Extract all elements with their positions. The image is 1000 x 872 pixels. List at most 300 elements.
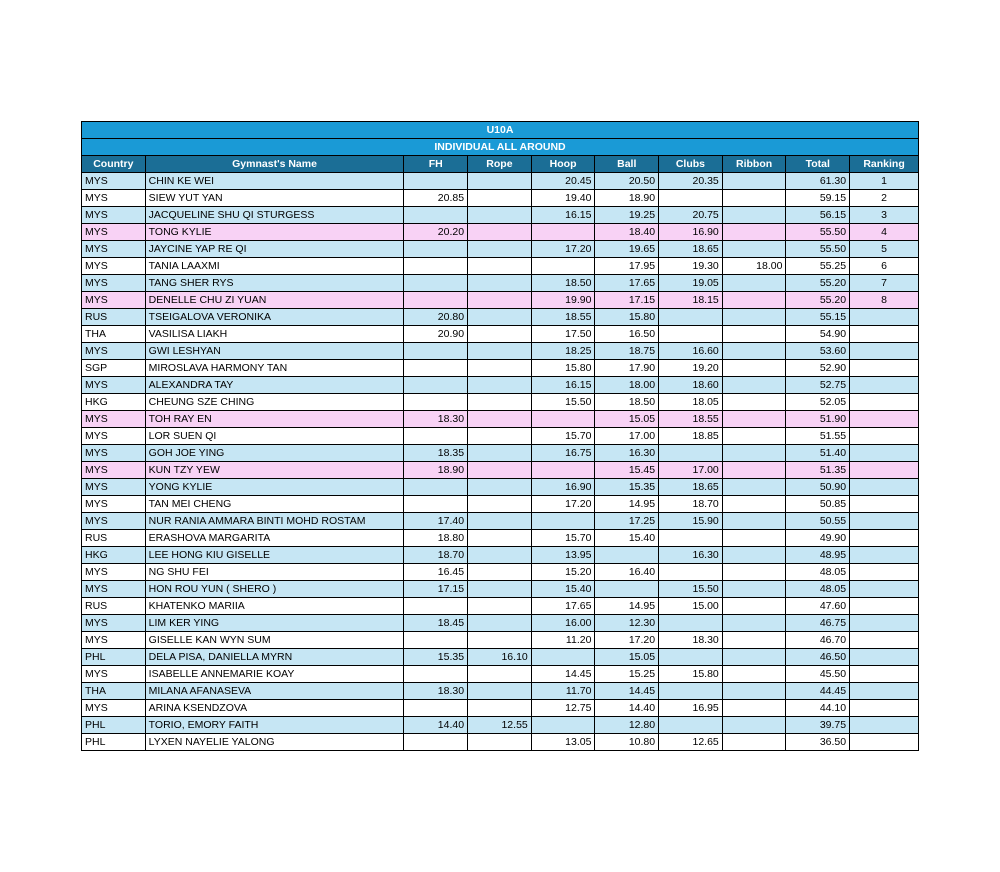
total-score-cell: 48.95 <box>786 547 850 564</box>
country-cell: MYS <box>82 513 146 530</box>
fh-score-cell: 18.90 <box>404 462 468 479</box>
total-score-cell: 51.90 <box>786 411 850 428</box>
ribbon-score-cell <box>722 683 786 700</box>
total-score-cell: 52.75 <box>786 377 850 394</box>
hoop-score-cell: 13.95 <box>531 547 595 564</box>
table-row <box>82 462 919 479</box>
total-score-cell: 48.05 <box>786 581 850 598</box>
hoop-score-cell: 11.70 <box>531 683 595 700</box>
clubs-score-cell <box>659 564 723 581</box>
clubs-score-cell <box>659 615 723 632</box>
fh-score-cell <box>404 292 468 309</box>
ribbon-score-cell <box>722 241 786 258</box>
rope-score-cell <box>468 309 532 326</box>
ranking-cell <box>850 411 919 428</box>
table-row <box>82 326 919 343</box>
gymnast-name-cell: TSEIGALOVA VERONIKA <box>145 309 404 326</box>
results-body <box>82 173 919 751</box>
rope-score-cell <box>468 564 532 581</box>
gymnast-name-cell: LEE HONG KIU GISELLE <box>145 547 404 564</box>
table-row <box>82 207 919 224</box>
ball-score-cell: 15.05 <box>595 411 659 428</box>
fh-score-cell <box>404 632 468 649</box>
ball-score-cell: 16.50 <box>595 326 659 343</box>
ribbon-score-cell: 18.00 <box>722 258 786 275</box>
country-cell: MYS <box>82 632 146 649</box>
total-score-cell: 55.25 <box>786 258 850 275</box>
ribbon-score-cell <box>722 224 786 241</box>
rope-score-cell: 16.10 <box>468 649 532 666</box>
country-cell: THA <box>82 326 146 343</box>
ribbon-score-cell <box>722 173 786 190</box>
ranking-cell <box>850 445 919 462</box>
fh-score-cell: 16.45 <box>404 564 468 581</box>
gymnast-name-cell: ALEXANDRA TAY <box>145 377 404 394</box>
table-row <box>82 581 919 598</box>
header-clubs: Clubs <box>659 156 723 173</box>
hoop-score-cell: 20.45 <box>531 173 595 190</box>
hoop-score-cell <box>531 462 595 479</box>
rope-score-cell <box>468 292 532 309</box>
ribbon-score-cell <box>722 394 786 411</box>
table-title: U10A <box>82 122 919 139</box>
country-cell: MYS <box>82 564 146 581</box>
ranking-cell <box>850 360 919 377</box>
country-cell: HKG <box>82 547 146 564</box>
clubs-score-cell: 17.00 <box>659 462 723 479</box>
ranking-cell <box>850 666 919 683</box>
ribbon-score-cell <box>722 530 786 547</box>
country-cell: MYS <box>82 666 146 683</box>
ranking-cell <box>850 377 919 394</box>
gymnast-name-cell: HON ROU YUN ( SHERO ) <box>145 581 404 598</box>
clubs-score-cell: 15.90 <box>659 513 723 530</box>
ball-score-cell: 14.45 <box>595 683 659 700</box>
ranking-cell <box>850 598 919 615</box>
table-row <box>82 479 919 496</box>
total-score-cell: 51.35 <box>786 462 850 479</box>
clubs-score-cell: 18.15 <box>659 292 723 309</box>
table-row <box>82 564 919 581</box>
gymnast-name-cell: YONG KYLIE <box>145 479 404 496</box>
total-score-cell: 56.15 <box>786 207 850 224</box>
rope-score-cell <box>468 224 532 241</box>
country-cell: MYS <box>82 275 146 292</box>
ranking-cell <box>850 309 919 326</box>
hoop-score-cell <box>531 258 595 275</box>
total-score-cell: 55.20 <box>786 275 850 292</box>
fh-score-cell <box>404 666 468 683</box>
gymnast-name-cell: NG SHU FEI <box>145 564 404 581</box>
rope-score-cell <box>468 632 532 649</box>
country-cell: HKG <box>82 394 146 411</box>
country-cell: MYS <box>82 462 146 479</box>
ribbon-score-cell <box>722 428 786 445</box>
ranking-cell <box>850 564 919 581</box>
clubs-score-cell: 18.60 <box>659 377 723 394</box>
gymnast-name-cell: GWI LESHYAN <box>145 343 404 360</box>
country-cell: MYS <box>82 258 146 275</box>
total-score-cell: 44.45 <box>786 683 850 700</box>
clubs-score-cell: 16.60 <box>659 343 723 360</box>
hoop-score-cell: 19.40 <box>531 190 595 207</box>
clubs-score-cell: 18.65 <box>659 479 723 496</box>
gymnast-name-cell: ERASHOVA MARGARITA <box>145 530 404 547</box>
total-score-cell: 51.40 <box>786 445 850 462</box>
rope-score-cell <box>468 547 532 564</box>
fh-score-cell: 18.30 <box>404 411 468 428</box>
fh-score-cell <box>404 496 468 513</box>
fh-score-cell: 18.70 <box>404 547 468 564</box>
ball-score-cell: 18.90 <box>595 190 659 207</box>
country-cell: MYS <box>82 190 146 207</box>
gymnast-name-cell: GISELLE KAN WYN SUM <box>145 632 404 649</box>
clubs-score-cell <box>659 445 723 462</box>
ball-score-cell: 16.40 <box>595 564 659 581</box>
hoop-score-cell <box>531 411 595 428</box>
country-cell: MYS <box>82 343 146 360</box>
ranking-cell <box>850 717 919 734</box>
clubs-score-cell: 18.05 <box>659 394 723 411</box>
gymnast-name-cell: GOH JOE YING <box>145 445 404 462</box>
clubs-score-cell: 18.65 <box>659 241 723 258</box>
ball-score-cell: 15.05 <box>595 649 659 666</box>
country-cell: MYS <box>82 615 146 632</box>
table-row <box>82 309 919 326</box>
ribbon-score-cell <box>722 462 786 479</box>
total-score-cell: 54.90 <box>786 326 850 343</box>
rope-score-cell <box>468 428 532 445</box>
ranking-cell <box>850 615 919 632</box>
ball-score-cell: 15.35 <box>595 479 659 496</box>
ranking-cell: 6 <box>850 258 919 275</box>
gymnast-name-cell: TANIA LAAXMI <box>145 258 404 275</box>
ribbon-score-cell <box>722 479 786 496</box>
ball-score-cell: 12.80 <box>595 717 659 734</box>
country-cell: PHL <box>82 717 146 734</box>
fh-score-cell <box>404 241 468 258</box>
ball-score-cell: 20.50 <box>595 173 659 190</box>
rope-score-cell <box>468 734 532 751</box>
hoop-score-cell: 15.50 <box>531 394 595 411</box>
rope-score-cell <box>468 411 532 428</box>
table-row <box>82 258 919 275</box>
hoop-score-cell: 18.25 <box>531 343 595 360</box>
gymnast-name-cell: LYXEN NAYELIE YALONG <box>145 734 404 751</box>
fh-score-cell: 17.40 <box>404 513 468 530</box>
rope-score-cell <box>468 445 532 462</box>
ball-score-cell <box>595 547 659 564</box>
rope-score-cell <box>468 360 532 377</box>
ball-score-cell: 17.00 <box>595 428 659 445</box>
ranking-cell <box>850 581 919 598</box>
total-score-cell: 55.50 <box>786 224 850 241</box>
rope-score-cell <box>468 479 532 496</box>
ball-score-cell: 15.45 <box>595 462 659 479</box>
ribbon-score-cell <box>722 598 786 615</box>
ribbon-score-cell <box>722 700 786 717</box>
hoop-score-cell: 15.40 <box>531 581 595 598</box>
country-cell: THA <box>82 683 146 700</box>
rope-score-cell <box>468 530 532 547</box>
fh-score-cell: 18.35 <box>404 445 468 462</box>
table-row <box>82 547 919 564</box>
gymnast-name-cell: ARINA KSENDZOVA <box>145 700 404 717</box>
ribbon-score-cell <box>722 717 786 734</box>
country-cell: MYS <box>82 581 146 598</box>
country-cell: RUS <box>82 309 146 326</box>
table-row <box>82 513 919 530</box>
table-row <box>82 649 919 666</box>
fh-score-cell: 20.85 <box>404 190 468 207</box>
table-row <box>82 428 919 445</box>
rope-score-cell <box>468 683 532 700</box>
gymnast-name-cell: DELA PISA, DANIELLA MYRN <box>145 649 404 666</box>
ribbon-score-cell <box>722 309 786 326</box>
clubs-score-cell: 19.05 <box>659 275 723 292</box>
hoop-score-cell: 16.90 <box>531 479 595 496</box>
clubs-score-cell: 15.00 <box>659 598 723 615</box>
hoop-score-cell: 17.65 <box>531 598 595 615</box>
clubs-score-cell: 18.30 <box>659 632 723 649</box>
hoop-score-cell <box>531 513 595 530</box>
fh-score-cell: 20.90 <box>404 326 468 343</box>
table-row <box>82 700 919 717</box>
total-score-cell: 39.75 <box>786 717 850 734</box>
fh-score-cell: 20.80 <box>404 309 468 326</box>
country-cell: MYS <box>82 411 146 428</box>
table-row <box>82 615 919 632</box>
fh-score-cell <box>404 173 468 190</box>
ball-score-cell: 19.65 <box>595 241 659 258</box>
rope-score-cell <box>468 173 532 190</box>
hoop-score-cell: 14.45 <box>531 666 595 683</box>
table-subtitle: INDIVIDUAL ALL AROUND <box>82 139 919 156</box>
total-score-cell: 48.05 <box>786 564 850 581</box>
gymnast-name-cell: SIEW YUT YAN <box>145 190 404 207</box>
gymnast-name-cell: TAN MEI CHENG <box>145 496 404 513</box>
header-ribbon: Ribbon <box>722 156 786 173</box>
rope-score-cell <box>468 598 532 615</box>
gymnast-name-cell: TORIO, EMORY FAITH <box>145 717 404 734</box>
ranking-cell: 4 <box>850 224 919 241</box>
ball-score-cell: 18.75 <box>595 343 659 360</box>
table-row <box>82 598 919 615</box>
ball-score-cell: 10.80 <box>595 734 659 751</box>
ribbon-score-cell <box>722 360 786 377</box>
gymnast-name-cell: TANG SHER RYS <box>145 275 404 292</box>
gymnast-name-cell: CHEUNG SZE CHING <box>145 394 404 411</box>
country-cell: MYS <box>82 479 146 496</box>
ball-score-cell: 18.50 <box>595 394 659 411</box>
ball-score-cell: 17.95 <box>595 258 659 275</box>
rope-score-cell <box>468 615 532 632</box>
hoop-score-cell: 18.50 <box>531 275 595 292</box>
title-row <box>82 122 919 139</box>
table-row <box>82 292 919 309</box>
clubs-score-cell <box>659 190 723 207</box>
ball-score-cell: 18.40 <box>595 224 659 241</box>
ball-score-cell: 18.00 <box>595 377 659 394</box>
clubs-score-cell: 20.75 <box>659 207 723 224</box>
rope-score-cell <box>468 207 532 224</box>
rope-score-cell: 12.55 <box>468 717 532 734</box>
ribbon-score-cell <box>722 496 786 513</box>
clubs-score-cell: 20.35 <box>659 173 723 190</box>
table-row <box>82 173 919 190</box>
gymnast-name-cell: TOH RAY EN <box>145 411 404 428</box>
ribbon-score-cell <box>722 207 786 224</box>
table-row <box>82 411 919 428</box>
ranking-cell <box>850 479 919 496</box>
ranking-cell <box>850 700 919 717</box>
ball-score-cell: 17.20 <box>595 632 659 649</box>
ranking-cell <box>850 513 919 530</box>
hoop-score-cell: 13.05 <box>531 734 595 751</box>
ribbon-score-cell <box>722 581 786 598</box>
ball-score-cell: 14.95 <box>595 496 659 513</box>
ribbon-score-cell <box>722 343 786 360</box>
rope-score-cell <box>468 377 532 394</box>
country-cell: MYS <box>82 207 146 224</box>
gymnast-name-cell: ISABELLE ANNEMARIE KOAY <box>145 666 404 683</box>
header-hoop: Hoop <box>531 156 595 173</box>
hoop-score-cell <box>531 224 595 241</box>
ranking-cell <box>850 428 919 445</box>
table-row <box>82 717 919 734</box>
clubs-score-cell <box>659 683 723 700</box>
hoop-score-cell: 15.20 <box>531 564 595 581</box>
ball-score-cell: 17.65 <box>595 275 659 292</box>
ranking-cell: 1 <box>850 173 919 190</box>
header-fh: FH <box>404 156 468 173</box>
rope-score-cell <box>468 275 532 292</box>
fh-score-cell: 14.40 <box>404 717 468 734</box>
rope-score-cell <box>468 581 532 598</box>
total-score-cell: 52.90 <box>786 360 850 377</box>
fh-score-cell: 18.45 <box>404 615 468 632</box>
clubs-score-cell: 16.95 <box>659 700 723 717</box>
fh-score-cell: 20.20 <box>404 224 468 241</box>
ranking-cell <box>850 649 919 666</box>
ranking-cell <box>850 394 919 411</box>
hoop-score-cell: 16.15 <box>531 377 595 394</box>
gymnast-name-cell: KHATENKO MARIIA <box>145 598 404 615</box>
clubs-score-cell: 15.50 <box>659 581 723 598</box>
ranking-cell <box>850 343 919 360</box>
ball-score-cell: 15.25 <box>595 666 659 683</box>
country-cell: MYS <box>82 173 146 190</box>
fh-score-cell: 18.30 <box>404 683 468 700</box>
ranking-cell: 3 <box>850 207 919 224</box>
country-cell: PHL <box>82 649 146 666</box>
header-country: Country <box>82 156 146 173</box>
fh-score-cell <box>404 360 468 377</box>
header-ball: Ball <box>595 156 659 173</box>
ranking-cell <box>850 530 919 547</box>
gymnast-name-cell: JACQUELINE SHU QI STURGESS <box>145 207 404 224</box>
table-row <box>82 666 919 683</box>
rope-score-cell <box>468 496 532 513</box>
total-score-cell: 49.90 <box>786 530 850 547</box>
fh-score-cell <box>404 275 468 292</box>
gymnast-name-cell: JAYCINE YAP RE QI <box>145 241 404 258</box>
ribbon-score-cell <box>722 445 786 462</box>
hoop-score-cell: 15.70 <box>531 530 595 547</box>
total-score-cell: 50.90 <box>786 479 850 496</box>
rope-score-cell <box>468 394 532 411</box>
hoop-score-cell: 17.50 <box>531 326 595 343</box>
clubs-score-cell: 15.80 <box>659 666 723 683</box>
gymnast-name-cell: KUN TZY YEW <box>145 462 404 479</box>
clubs-score-cell: 16.30 <box>659 547 723 564</box>
clubs-score-cell <box>659 309 723 326</box>
total-score-cell: 47.60 <box>786 598 850 615</box>
country-cell: MYS <box>82 445 146 462</box>
hoop-score-cell <box>531 717 595 734</box>
fh-score-cell <box>404 598 468 615</box>
fh-score-cell <box>404 207 468 224</box>
header-gymnast-name: Gymnast's Name <box>145 156 404 173</box>
table-row <box>82 632 919 649</box>
gymnast-name-cell: TONG KYLIE <box>145 224 404 241</box>
subtitle-row <box>82 139 919 156</box>
ball-score-cell <box>595 581 659 598</box>
column-header-row <box>82 156 919 173</box>
fh-score-cell <box>404 394 468 411</box>
ribbon-score-cell <box>722 275 786 292</box>
clubs-score-cell <box>659 530 723 547</box>
header-ranking: Ranking <box>850 156 919 173</box>
fh-score-cell <box>404 700 468 717</box>
gymnast-name-cell: VASILISA LIAKH <box>145 326 404 343</box>
table-row <box>82 241 919 258</box>
table-row <box>82 275 919 292</box>
fh-score-cell <box>404 479 468 496</box>
gymnast-name-cell: LOR SUEN QI <box>145 428 404 445</box>
ball-score-cell: 17.25 <box>595 513 659 530</box>
clubs-score-cell: 18.85 <box>659 428 723 445</box>
rope-score-cell <box>468 241 532 258</box>
country-cell: RUS <box>82 598 146 615</box>
clubs-score-cell: 16.90 <box>659 224 723 241</box>
hoop-score-cell: 19.90 <box>531 292 595 309</box>
ball-score-cell: 15.40 <box>595 530 659 547</box>
ranking-cell <box>850 547 919 564</box>
ranking-cell <box>850 326 919 343</box>
ranking-cell: 7 <box>850 275 919 292</box>
ranking-cell <box>850 683 919 700</box>
country-cell: MYS <box>82 224 146 241</box>
ribbon-score-cell <box>722 564 786 581</box>
hoop-score-cell: 16.75 <box>531 445 595 462</box>
fh-score-cell <box>404 734 468 751</box>
ribbon-score-cell <box>722 326 786 343</box>
table-row <box>82 683 919 700</box>
rope-score-cell <box>468 343 532 360</box>
gymnast-name-cell: MIROSLAVA HARMONY TAN <box>145 360 404 377</box>
total-score-cell: 55.15 <box>786 309 850 326</box>
hoop-score-cell: 17.20 <box>531 241 595 258</box>
total-score-cell: 46.50 <box>786 649 850 666</box>
country-cell: PHL <box>82 734 146 751</box>
ribbon-score-cell <box>722 734 786 751</box>
total-score-cell: 46.70 <box>786 632 850 649</box>
rope-score-cell <box>468 700 532 717</box>
table-row <box>82 224 919 241</box>
table-row <box>82 377 919 394</box>
header-total: Total <box>786 156 850 173</box>
